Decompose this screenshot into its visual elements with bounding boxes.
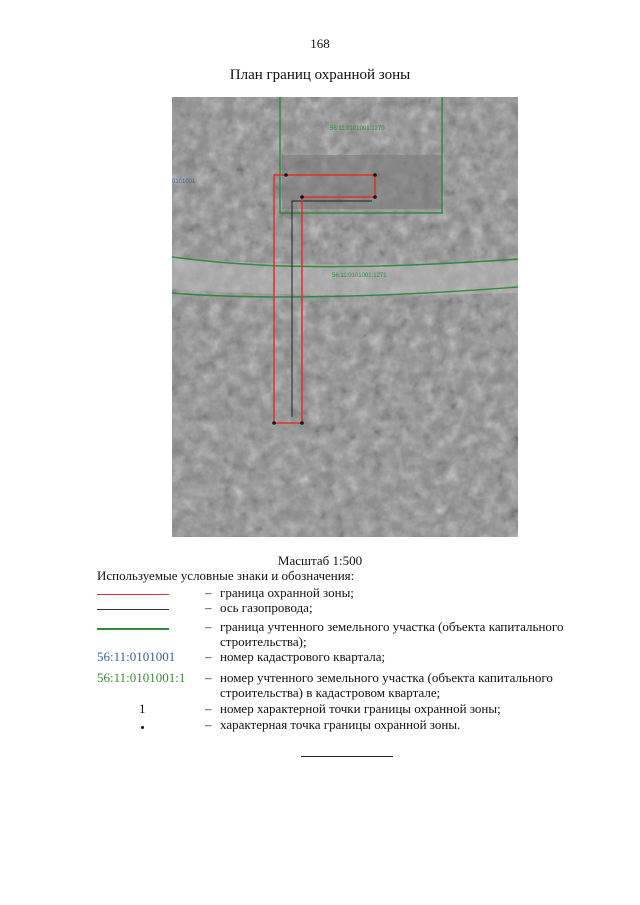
parcel-label-road: 56:11:0101001:1271 (332, 273, 387, 279)
legend-title: Используемые условные знаки и обозначения: (97, 568, 355, 583)
aerial-map (172, 97, 518, 537)
legend-dash: – (205, 717, 212, 732)
legend-symbol-red-line (97, 585, 189, 600)
legend-dash: – (205, 649, 212, 664)
point-number-example: 1 (139, 701, 146, 716)
characteristic-point (300, 421, 304, 425)
aerial-map-svg (172, 97, 518, 537)
characteristic-point (373, 173, 377, 177)
legend-description: номер кадастрового квартала; (220, 649, 386, 664)
legend-description: граница охранной зоны; (220, 585, 354, 600)
characteristic-point (284, 173, 288, 177)
scale-label: Масштаб 1:500 (277, 553, 363, 568)
legend-dash: – (205, 701, 212, 716)
parcel-number-example: 56:11:0101001:1 (97, 670, 186, 685)
red-line-symbol (97, 594, 169, 595)
legend-symbol-green-line (97, 619, 189, 634)
legend-description: номер учтенного земельного участка (объекта капитального строительства) в кадастровом квартале; (220, 670, 553, 700)
legend-symbol-dark-line (97, 600, 189, 615)
page-number: 168 (310, 36, 330, 51)
plan-title: План границ охранной зоны (229, 67, 411, 83)
characteristic-point (373, 195, 377, 199)
characteristic-point-dot-icon (141, 726, 144, 729)
characteristic-point (272, 421, 276, 425)
legend-symbol-parcel (97, 670, 189, 685)
legend-symbol-point-number (97, 701, 189, 716)
legend-symbol-quarter (97, 649, 189, 664)
end-rule (301, 756, 393, 757)
legend-dash: – (205, 600, 212, 615)
legend-dash: – (205, 670, 212, 685)
legend-description: характерная точка границы охранной зоны. (220, 717, 461, 732)
quarter-number-example: 56:11:0101001 (97, 649, 176, 664)
legend-dash: – (205, 585, 212, 600)
characteristic-point (300, 195, 304, 199)
legend-description: номер характерной точки границы охранной зоны; (220, 701, 501, 716)
legend-dash: – (205, 619, 212, 634)
legend-description: граница учтенного земельного участка (объекта капитального строительства); (220, 619, 564, 649)
legend-symbol-dot (97, 717, 189, 732)
green-line-symbol (97, 628, 169, 630)
parcel-label-top: 56:11:0101001:1270 (330, 126, 385, 132)
haze (172, 97, 518, 537)
legend-description: ось газопровода; (220, 600, 313, 615)
dark-line-symbol (97, 609, 169, 610)
cadastral-quarter-label: 0101001 (172, 179, 196, 185)
